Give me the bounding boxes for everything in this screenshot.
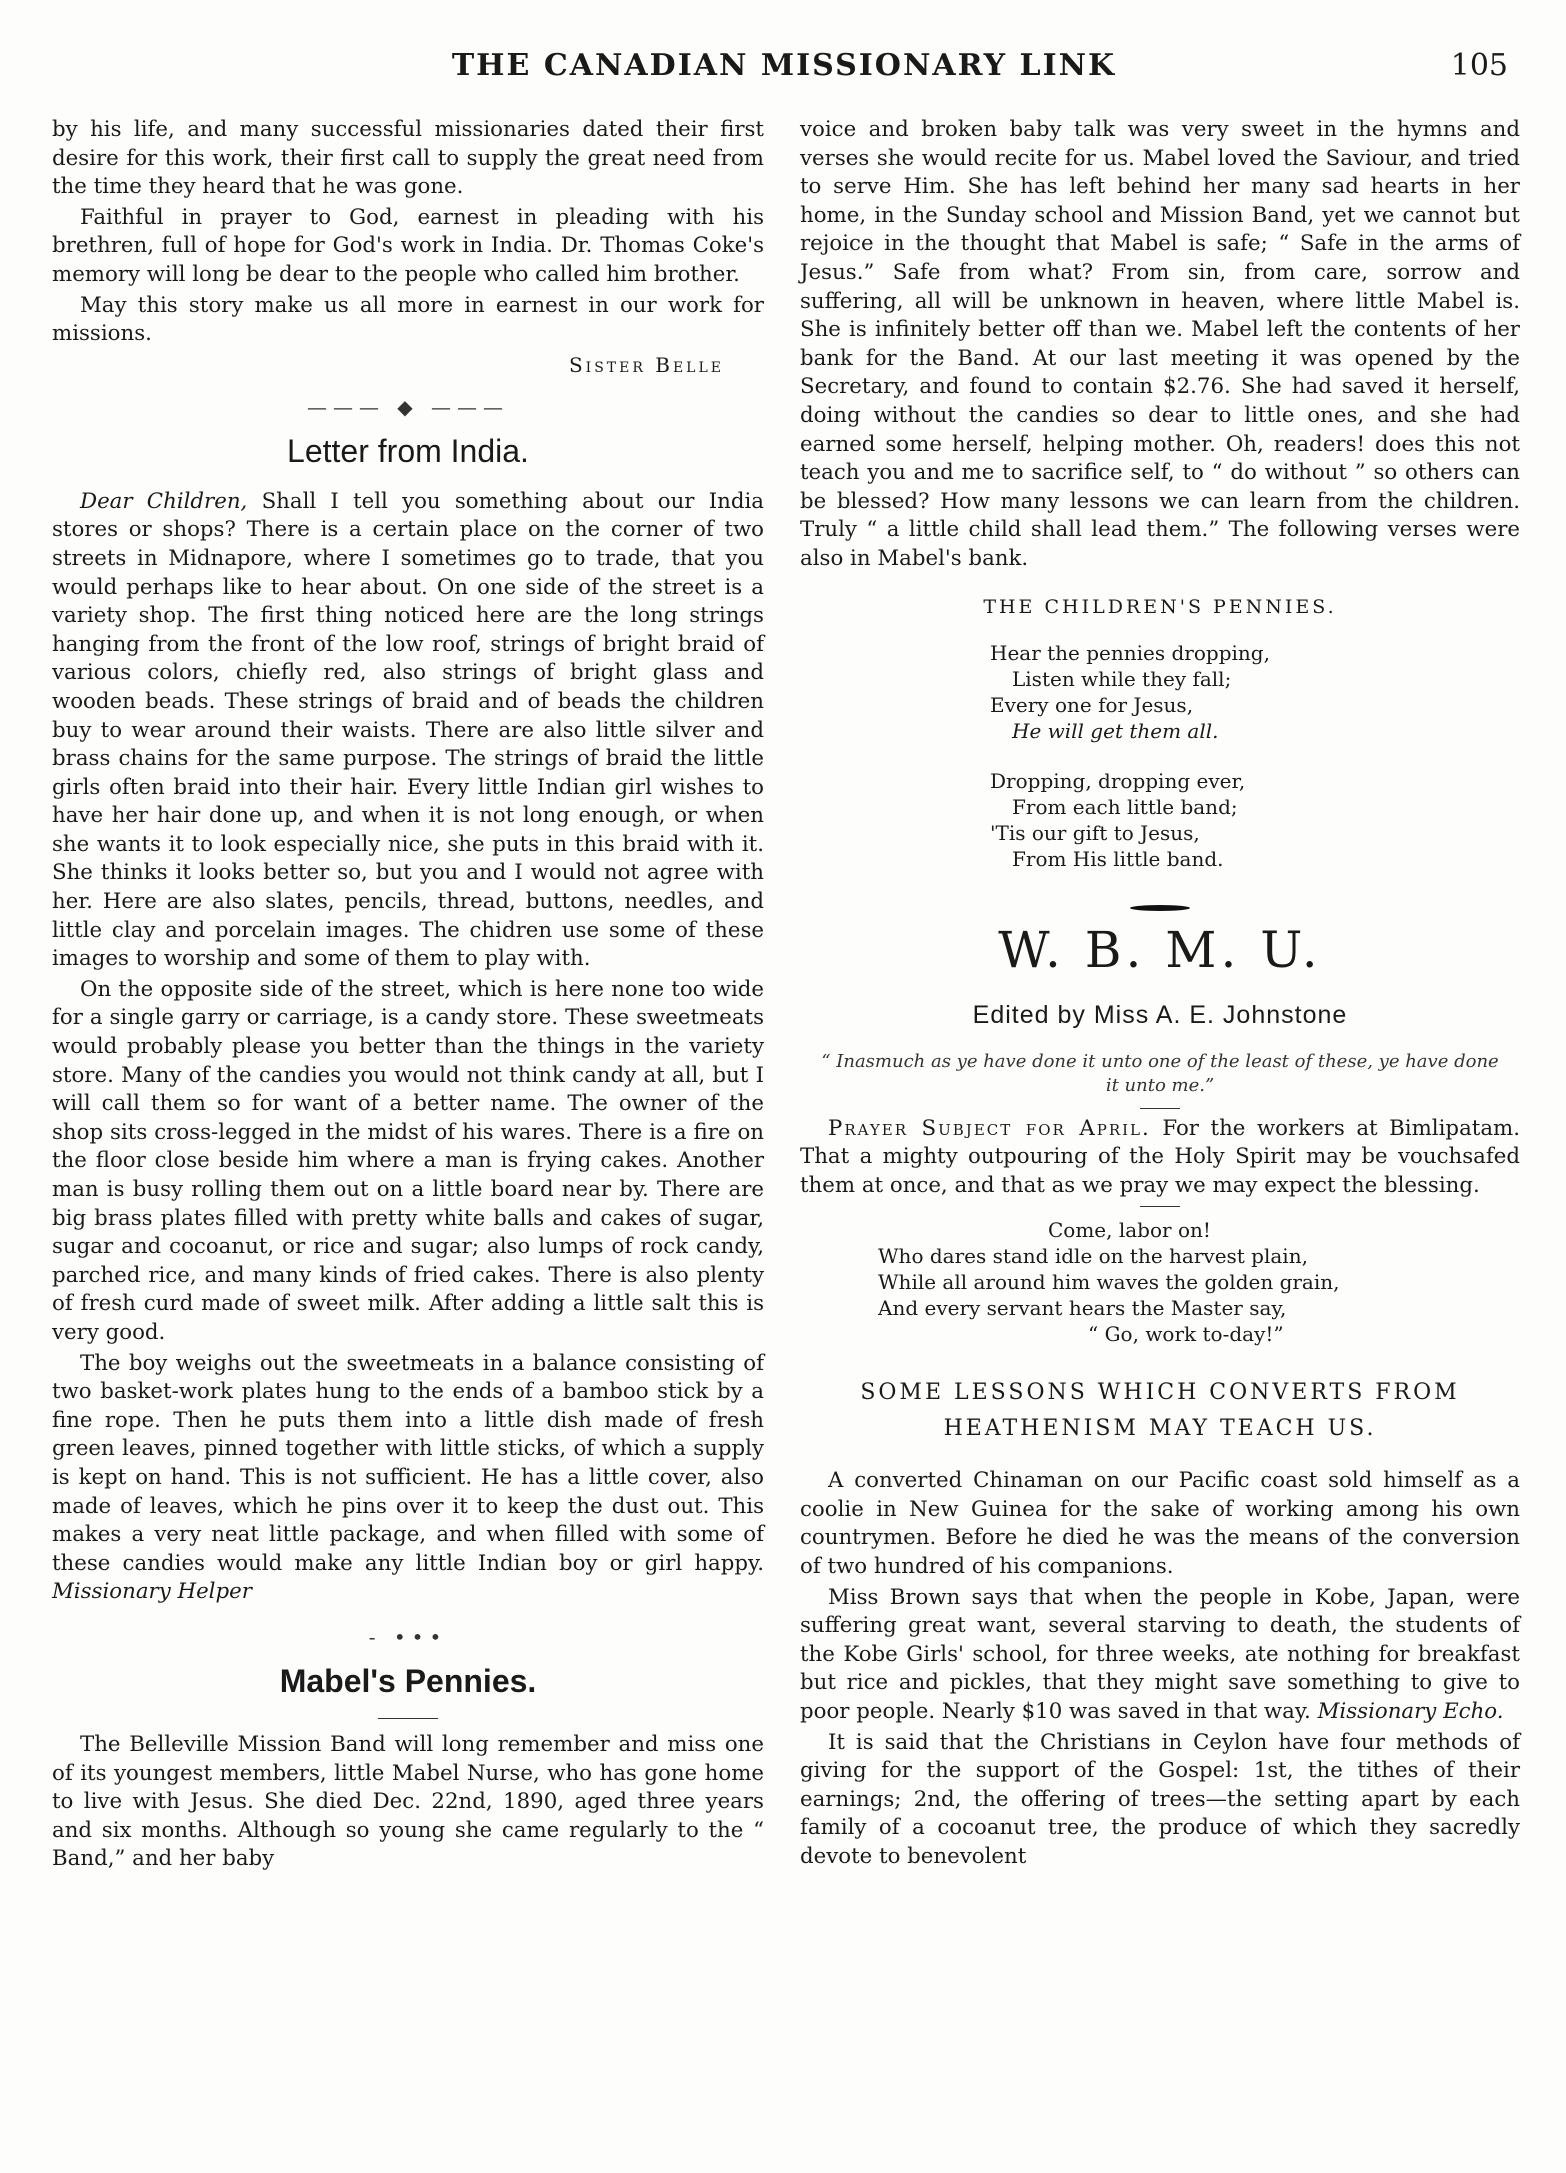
signature: Sister Belle: [568, 352, 724, 377]
lessons-paragraph: A converted Chinaman on our Pacific coast sold himself as a coolie in New Guinea for the sake of working among his own countrymen. Before he died he was the means of the conversion of two hundred of his companions.: [800, 1468, 1520, 1580]
left-column: [52, 116, 764, 1876]
letter-text: The boy weighs out the sweetmeats in a balance consisting of two basket-work plates hung to the ends of a bamboo stick by a fine rope. Then he puts them into a little dish made of fresh green leaves, pinned together with little sticks, of which a supply is kept on hand. This is not sufficient. He has a little cover, also made of leaves, which he pins over it to keep the dust out. This makes a very neat little package, and when filled with some of these candies would make any little Indian boy or girl happy.: [52, 1350, 764, 1576]
ornament-rule: [800, 896, 1520, 915]
lessons-paragraph: [800, 1584, 1520, 1727]
poem-stanza: [990, 640, 1520, 744]
divider-ornament: ——— ◆ ———: [306, 394, 510, 419]
divider-ornament: - •••: [368, 1624, 448, 1649]
verse-line: Who dares stand idle on the harvest plain,: [878, 1244, 1308, 1269]
page-header: [60, 48, 1508, 88]
poem-line: From each little band;: [1012, 794, 1238, 819]
poem-line: He will get them all.: [1012, 718, 1219, 743]
letter-text: Shall I tell you something about our India stores or shops? There is a certain place on the corner of two streets in Midnapore, where I sometimes go to trade, that you would perhaps like to hear about. On one side of the street is a variety shop. The first thing noticed here are the long strings hanging from the front of the low roof, strings of bright braid of various colors, chiefly red, also strings of bright glass and wooden beads. These strings of braid and of beads the children buy to wear around their waists. There are also little silver and brass chains for the same purpose. The strings of braid the little girls often braid into their hair. Every little Indian girl wishes to have her hair done up, and when it is not long enough, or when she wants it to look especially nice, she puts in this braid with it. She thinks it looks better so, but you and I would not agree with her. Here are also slates, pencils, thread, buttons, needles, and little clay and porcelain images. The chidren use some of these images to worship and some of them to play with.: [52, 488, 764, 972]
prayer-text: For the workers at Bimlipatam. That a mighty outpouring of the Holy Spirit may be vouchsafed them at once, and that as we pray we may expect the blessing.: [800, 1115, 1520, 1198]
letter-title: Letter from India.: [287, 432, 529, 469]
verse-line: Come, labor on!: [1048, 1218, 1211, 1243]
letter-paragraph: On the opposite side of the street, which is here none too wide for a single garry or carriage, is a candy store. These sweetmeats would probably please you better than the things in the variety store. Many of the candies you would not think candy at all, but I will call them so for want of a better name. The owner of the shop sits cross-legged in the midst of his wares. There is a fire on the floor close beside him where a man is frying cakes. Another man is busy rolling them out on a little board near by. There are big brass plates filled with pretty white balls and cakes of sugar, sugar and cocoanut, or rice and sugar; also lumps of rock candy, parched rice, and many kinds of fried cakes. There is also plenty of fresh curd made of sweet milk. After adding a little salt this is very good.: [52, 976, 764, 1345]
letter-paragraph: [52, 488, 764, 974]
poem-title: THE CHILDREN'S PENNIES.: [983, 595, 1337, 618]
mabel-paragraph: The Belleville Mission Band will long remember and miss one of its youngest members, little Mabel Nurse, who has gone home to live with Jesus. She died Dec. 22nd, 1890, aged three years and six months. Although so young she came regularly to the “ Band,” and her baby: [52, 1731, 764, 1872]
right-column: [800, 116, 1520, 1874]
verse-line: While all around him waves the golden grain,: [878, 1270, 1340, 1295]
poem-line: Every one for Jesus,: [990, 692, 1194, 717]
poem-line: From His little band.: [1012, 846, 1224, 871]
poem-stanza: [990, 768, 1520, 872]
intro-paragraph: by his life, and many successful missionaries dated their first desire for this work, their first call to supply the great need from the time they heard that he was gone.: [52, 117, 764, 200]
lessons-text: Miss Brown says that when the people in Kobe, Japan, were suffering great want, several starving to death, the students of the Kobe Girls' school, for three weeks, ate nothing for breakfast but rice and pickles, that they might save something to give to poor people. Nearly $10 was saved in that way.: [800, 1584, 1520, 1725]
intro-paragraph: May this story make us all more in earnest in our work for missions.: [52, 292, 764, 347]
letter-salutation: Dear Children,: [80, 488, 248, 514]
wbmu-title: W. B. M. U.: [998, 920, 1322, 979]
mabel-continued: voice and broken baby talk was very sweet in the hymns and verses she would recite for us. Mabel loved the Saviour, and tried to serve Him. She has left behind her many sad hearts in her home, in the Sunday school and Mission Band, yet we cannot but rejoice in the thought that Mabel is safe; “ Safe in the arms of Jesus.” Safe from what? From sin, from care, sorrow and suffering, all will be unknown in heaven, where little Mabel is. She is infinitely better off than we. Mabel left the contents of her bank for the Band. At our last meeting it was opened by the Secretary, and found to contain $2.76. She had saved it herself, doing without the candies so dear to little ones, and she had earned some herself, helping mother. Oh, readers! does this not teach you and me to sacrifice self, to “ do without ” so others can be blessed? How many lessons we can learn from the children. Truly “ a little child shall lead them.” The following verses were also in Mabel's bank.: [800, 117, 1520, 571]
short-rule: [1140, 1206, 1180, 1207]
motto: “ Inasmuch as ye have done it unto one of the least of these, ye have done it unto me.”: [821, 1050, 1499, 1096]
poem: [990, 640, 1520, 872]
page-number: 105: [1450, 48, 1508, 83]
lessons-source: Missionary Echo.: [1317, 1699, 1504, 1725]
lessons-title-line: SOME LESSONS WHICH CONVERTS FROM: [860, 1380, 1460, 1406]
journal-title: THE CANADIAN MISSIONARY LINK: [451, 48, 1117, 83]
verse-line: And every servant hears the Master say,: [878, 1296, 1287, 1321]
poem-line: 'Tis our gift to Jesus,: [990, 820, 1200, 845]
prayer-label: Prayer Subject for April.: [828, 1115, 1151, 1141]
mabel-title: Mabel's Pennies.: [279, 1662, 537, 1699]
letter-source: Missionary Helper: [52, 1579, 252, 1605]
lessons-title: [800, 1375, 1520, 1447]
prayer-paragraph: [800, 1115, 1520, 1201]
editor-line: Edited by Miss A. E. Johnstone: [972, 1000, 1348, 1029]
lessons-title-line: HEATHENISM MAY TEACH US.: [943, 1416, 1377, 1442]
short-rule: [1140, 1108, 1180, 1109]
verse-line: “ Go, work to-day!”: [1088, 1322, 1284, 1347]
poem-line: Dropping, dropping ever,: [990, 768, 1246, 793]
lessons-paragraph: It is said that the Christians in Ceylon have four methods of giving for the support of the Gospel: 1st, the tithes of their earnings; 2nd, the offering of trees—the setting apart by each family of a cocoanut tree, the produce of which they sacredly devote to benevolent: [800, 1729, 1520, 1869]
hymn-verse: [878, 1217, 1520, 1347]
poem-line: Listen while they fall;: [1012, 666, 1232, 691]
intro-paragraph: Faithful in prayer to God, earnest in pleading with his brethren, full of hope for God's work in India. Dr. Thomas Coke's memory will long be dear to the people who called him brother.: [52, 204, 764, 287]
poem-line: Hear the pennies dropping,: [990, 640, 1270, 665]
letter-paragraph: [52, 1350, 764, 1607]
title-rule: [378, 1718, 438, 1719]
